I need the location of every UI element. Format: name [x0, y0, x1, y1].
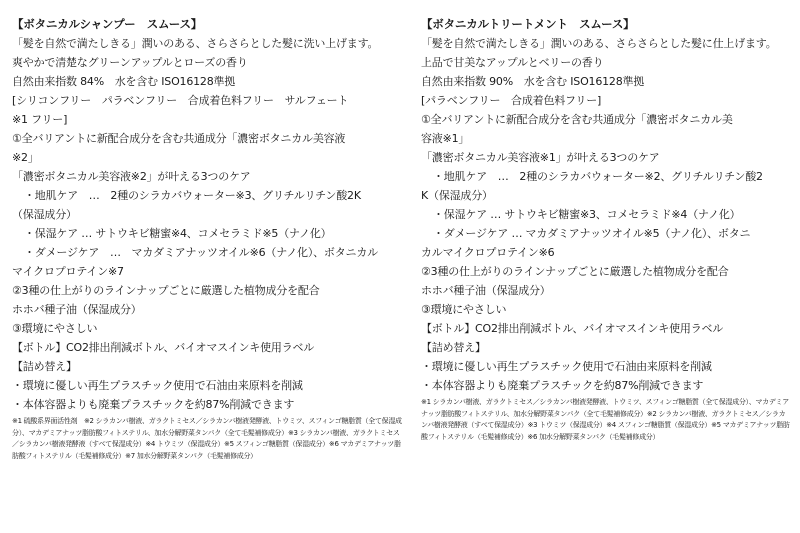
treatment-line: ホホバ種子油（保湿成分）	[421, 284, 551, 297]
treatment-line: カルマイクロプロテイン※6	[421, 246, 555, 259]
shampoo-line: 「濃密ボタニカル美容液※2」が叶える3つのケア	[12, 170, 251, 183]
shampoo-line: ホホバ種子油（保湿成分）	[12, 303, 142, 316]
treatment-line: ・地肌ケア … 2種のシラカバウォーター※2、グリチルリチン酸2	[433, 170, 763, 183]
shampoo-line: ・地肌ケア … 2種のシラカバウォーター※3、グリチルリチン酸2K	[24, 189, 361, 202]
shampoo-description-column	[12, 14, 404, 462]
shampoo-line: 爽やかで清楚なグリーンアップルとローズの香り	[12, 56, 248, 69]
shampoo-line: ・保湿ケア … サトウキビ糖蜜※4、コメセラミド※5（ナノ化）	[24, 227, 332, 240]
treatment-description-column	[421, 14, 791, 443]
treatment-line: ③環境にやさしい	[421, 303, 507, 316]
shampoo-line: ・環境に優しい再生プラスチック使用で石油由来原料を削減	[12, 379, 303, 392]
treatment-line: ①全バリアントに新配合成分を含む共通成分「濃密ボタニカル美	[421, 113, 733, 126]
shampoo-line: 「髪を自然で満たしきる」潤いのある、さらさらとした髪に洗い上げます。	[12, 37, 379, 50]
shampoo-line: 【詰め替え】	[12, 360, 77, 373]
treatment-line: ・環境に優しい再生プラスチック使用で石油由来原料を削減	[421, 360, 712, 373]
treatment-line: ②3種の仕上がりのラインナップごとに厳選した植物成分を配合	[421, 265, 729, 278]
shampoo-line: ②3種の仕上がりのラインナップごとに厳選した植物成分を配合	[12, 284, 320, 297]
treatment-line: 「濃密ボタニカル美容液※1」が叶える3つのケア	[421, 151, 660, 164]
treatment-line: [パラベンフリー 合成着色料フリー]	[421, 94, 602, 107]
shampoo-line: ・ダメージケア … マカダミアナッツオイル※6（ナノ化）、ボタニカル	[24, 246, 378, 259]
shampoo-line: 自然由来指数 84% 水を含む ISO16128準拠	[12, 75, 236, 88]
treatment-line: ・保湿ケア … サトウキビ糖蜜※3、コメセラミド※4（ナノ化）	[433, 208, 741, 221]
shampoo-footnote: ※1 硫酸系界面活性剤 ※2 シラカンバ樹液、ガラクトミセス／シラカンバ樹液発酵液、トウミツ、スフィンゴ糖脂質（全て保湿成分）、マカデミアナッツ脂肪酸フィトステリル、加水分解野菜タンパク（全て毛髪補修成分）※3 シラカンバ樹液、ガラクトミセス／シラカンバ樹液発酵液（すべて保湿成分）※4 トウミツ（保湿成分）※5 スフィンゴ糖脂質（保湿成分）※6 マカデミアナッツ脂肪酸フィトステリル（毛髪補修成分）※7 加水分解野菜タンパク（毛髪補修成分）	[12, 417, 402, 460]
shampoo-line: [シリコンフリー パラベンフリー 合成着色料フリー サルフェート	[12, 94, 349, 107]
treatment-line: 【ボトル】CO2排出削減ボトル、バイオマスインキ使用ラベル	[421, 322, 724, 335]
treatment-line: 「髪を自然で満たしきる」潤いのある、さらさらとした髪に仕上げます。	[421, 37, 777, 50]
treatment-line: 【詰め替え】	[421, 341, 486, 354]
shampoo-line: ※2」	[12, 151, 39, 164]
shampoo-line: ※1 フリー]	[12, 113, 68, 126]
shampoo-line: マイクロプロテイン※7	[12, 265, 124, 278]
shampoo-line: （保湿成分）	[12, 208, 77, 221]
shampoo-line: ③環境にやさしい	[12, 322, 98, 335]
treatment-line: K（保湿成分）	[421, 189, 493, 202]
treatment-line: ・ダメージケア … マカダミアナッツオイル※5（ナノ化）、ボタニ	[433, 227, 751, 240]
treatment-line: 容液※1」	[421, 132, 470, 145]
shampoo-title: 【ボタニカルシャンプー スムース】	[12, 17, 203, 31]
treatment-line: ・本体容器よりも廃棄プラスチックを約87%削減できます	[421, 379, 704, 392]
treatment-line: 上品で甘美なアップルとベリーの香り	[421, 56, 604, 69]
treatment-line: 自然由来指数 90% 水を含む ISO16128準拠	[421, 75, 645, 88]
shampoo-line: 【ボトル】CO2排出削減ボトル、バイオマスインキ使用ラベル	[12, 341, 315, 354]
shampoo-line: ①全バリアントに新配合成分を含む共通成分「濃密ボタニカル美容液	[12, 132, 346, 145]
shampoo-line: ・本体容器よりも廃棄プラスチックを約87%削減できます	[12, 398, 295, 411]
treatment-footnote: ※1 シラカンバ樹液、ガラクトミセス／シラカンバ樹液発酵液、トウミツ、スフィンゴ糖脂質（全て保湿成分）、マカデミアナッツ脂肪酸フィトステリル、加水分解野菜タンパク（全て毛髪補修成分）※2 シラカンバ樹液、ガラクトミセス／シラカンバ樹液発酵液（すべて保湿成分）※3 トウミツ（保湿成分）※4 スフィンゴ糖脂質（保湿成分）※5 マカデミアナッツ脂肪酸フィトステリル（毛髪補修成分）※6 加水分解野菜タンパク（毛髪補修成分）	[421, 398, 790, 441]
treatment-title: 【ボタニカルトリートメント スムース】	[421, 17, 635, 31]
